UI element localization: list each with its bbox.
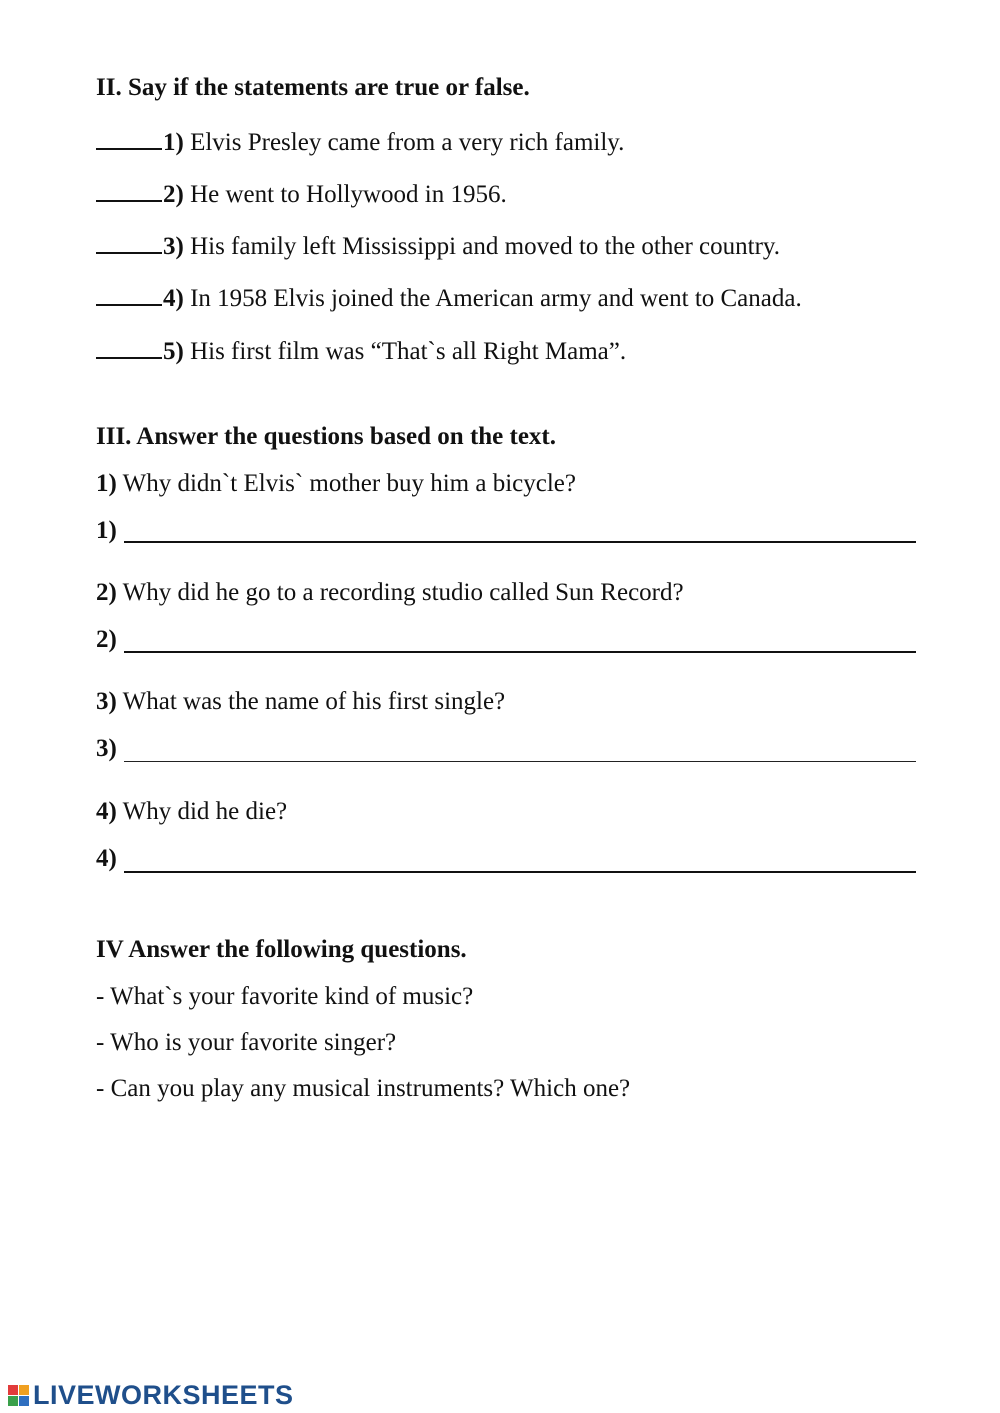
section-4-heading: IV Answer the following questions. [96,936,467,963]
statement-text: He went to Hollywood in 1956. [183,181,507,208]
answer-line-2[interactable] [124,651,916,653]
section-3-heading: III. Answer the questions based on the text. [96,423,557,450]
answer-blank[interactable] [96,230,162,254]
statement-5 [96,335,626,367]
question-text: What was the name of his first single? [116,688,506,715]
question-text: Why did he go to a recording studio called Sun Record? [116,579,684,606]
question-text: Why did he die? [116,798,288,825]
answer-label: 3) [96,735,117,762]
statement-number: 5) [163,338,184,365]
statement-4 [96,282,802,314]
statement-text: His family left Mississippi and moved to the other country. [183,233,781,260]
question-2 [96,578,684,608]
statement-number: 4) [163,285,184,312]
statement-3 [96,230,780,262]
answer-label: 4) [96,845,117,872]
answer-line-1[interactable] [124,541,916,543]
question-3 [96,687,505,717]
answer-label: 1) [96,517,117,544]
statement-number: 1) [163,129,184,156]
answer-blank[interactable] [96,282,162,306]
discussion-question-2: - Who is your favorite singer? [96,1029,397,1056]
question-1 [96,469,576,499]
statement-text: Elvis Presley came from a very rich family. [183,129,625,156]
question-number: 1) [96,470,117,497]
statement-number: 3) [163,233,184,260]
liveworksheets-logo [8,1380,294,1410]
logo-mark-icon [8,1385,29,1406]
question-4 [96,797,287,827]
question-number: 3) [96,688,117,715]
answer-label: 2) [96,626,117,653]
answer-line-4[interactable] [124,871,916,873]
answer-blank[interactable] [96,178,162,202]
answer-blank[interactable] [96,126,162,150]
statement-1 [96,126,624,158]
section-2-heading: II. Say if the statements are true or false. [96,74,530,101]
question-text: Why didn`t Elvis` mother buy him a bicycle? [116,470,576,497]
answer-blank[interactable] [96,335,162,359]
logo-text: LIVEWORKSHEETS [33,1379,294,1410]
answer-line-3[interactable] [124,761,916,762]
statement-number: 2) [163,181,184,208]
discussion-question-3: - Can you play any musical instruments? Which one? [96,1075,631,1102]
question-number: 4) [96,798,117,825]
discussion-question-1: - What`s your favorite kind of music? [96,983,474,1010]
statement-text: In 1958 Elvis joined the American army and went to Canada. [183,285,802,312]
question-number: 2) [96,579,117,606]
statement-text: His first film was “That`s all Right Mama”. [183,338,627,365]
statement-2 [96,178,507,210]
